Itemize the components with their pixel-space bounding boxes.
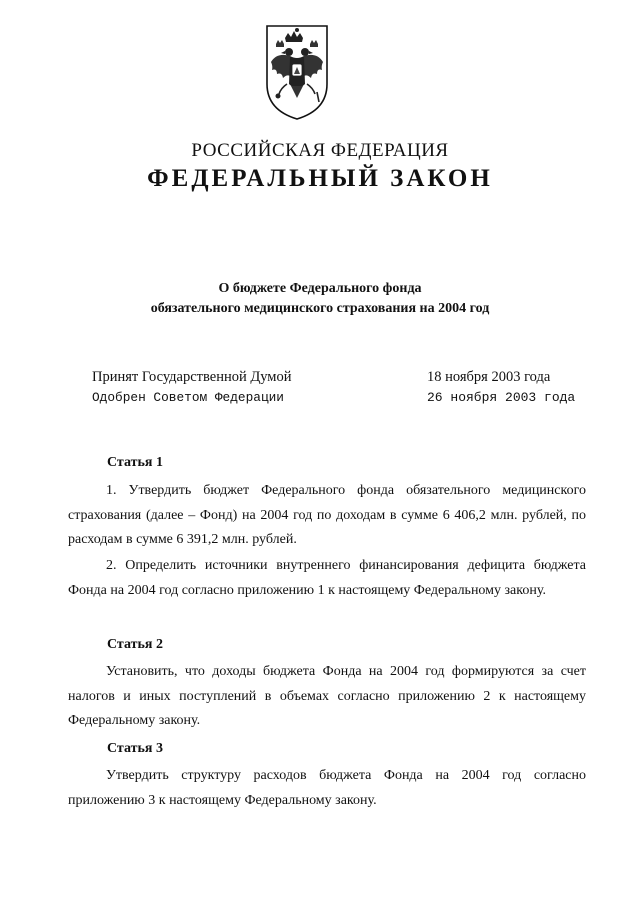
law-title-line-1: О бюджете Федерального фонда <box>218 281 422 296</box>
council-date: 26 ноября 2003 года <box>427 390 576 405</box>
article-2-paragraph-1: Установить, что доходы бюджета Фонда на 2004 год формируются за счет налогов и иных поступлений в объемах согласно приложению 2 к настоящему Федеральному закону. <box>68 664 586 728</box>
law-title <box>0 279 640 319</box>
article-1-paragraph-1: 1. Утвердить бюджет Федерального фонда обязательного медицинского страхования (далее – Фонд) на 2004 год по доходам в сумме 6 406,2 млн. рублей, по расходам в сумме 6 391,2 млн. рублей. <box>68 483 586 547</box>
duma-date: 18 ноября 2003 года <box>427 369 551 385</box>
article-1-paragraph-2: 2. Определить источники внутреннего финансирования дефицита бюджета Фонда на 2004 год согласно приложению 1 к настоящему Федеральному закону. <box>68 558 586 598</box>
article-3-paragraph-1: Утвердить структуру расходов бюджета Фонда на 2004 год согласно приложению 3 к настоящему Федеральному закону. <box>68 768 586 808</box>
article-3-heading: Статья 3 <box>107 741 163 756</box>
article-1-heading: Статья 1 <box>107 455 163 470</box>
law-title-line-2: обязательного медицинского страхования на 2004 год <box>150 301 490 316</box>
duma-label: Принят Государственной Думой <box>92 369 292 385</box>
council-label: Одобрен Советом Федерации <box>92 390 284 405</box>
law-type-heading: ФЕДЕРАЛЬНЫЙ ЗАКОН <box>147 165 493 192</box>
country-name: РОССИЙСКАЯ ФЕДЕРАЦИЯ <box>191 140 449 161</box>
russian-coat-of-arms-icon <box>263 22 331 122</box>
article-2-heading: Статья 2 <box>107 637 163 652</box>
